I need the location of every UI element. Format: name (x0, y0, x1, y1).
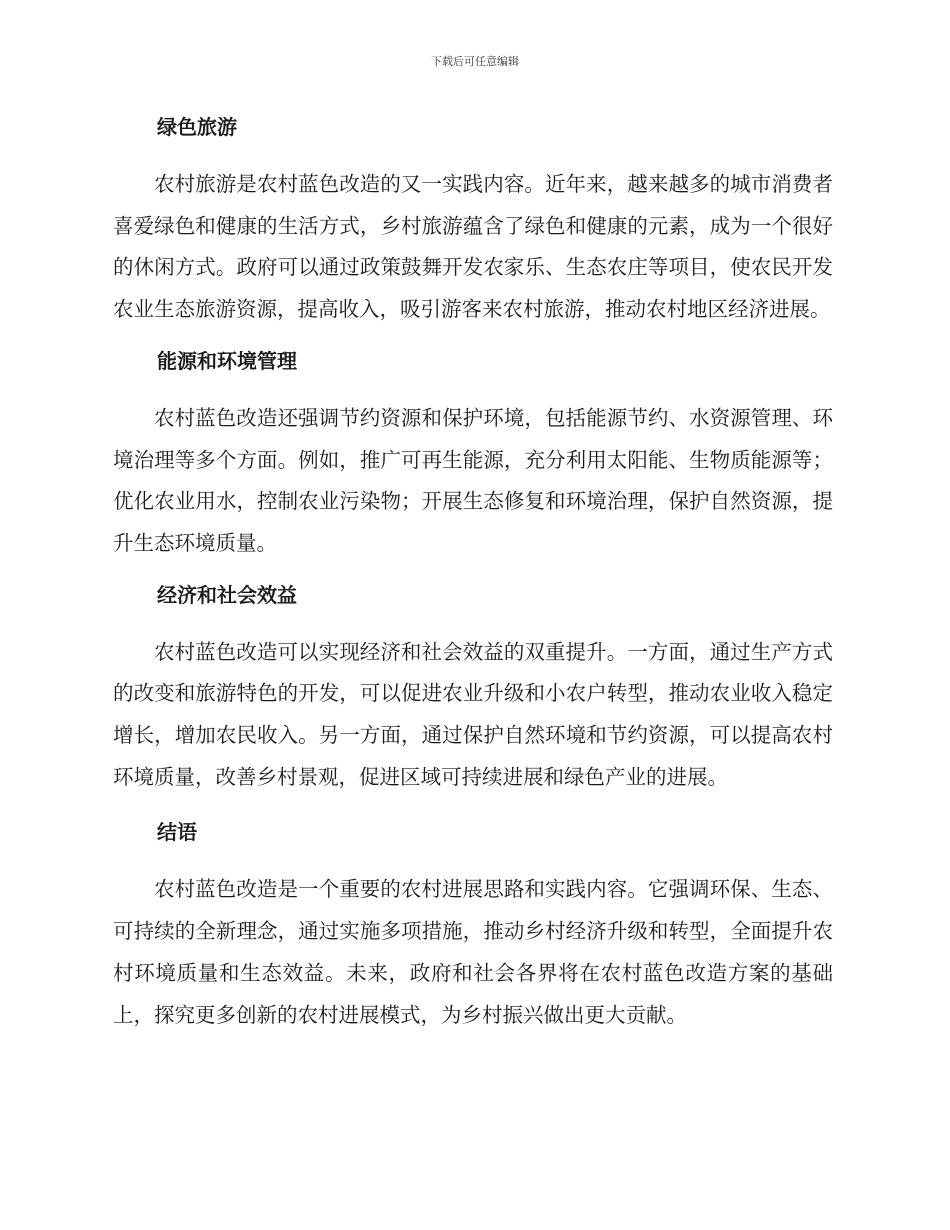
document-body (113, 107, 833, 1036)
section-title-economic-social: 经济和社会效益 (157, 582, 297, 607)
paragraph-economic-social: 农村蓝色改造可以实现经济和社会效益的双重提升。一方面，通过生产方式的改变和旅游特色的开发，可以促进农业升级和小农户转型，推动农业收入稳定增长，增加农民收入。另一方面，通过保护自然环境和节约资源，可以提高农村环境质量，改善乡村景观，促进区域可持续进展和绿色产业的进展。 (113, 639, 833, 789)
section-title-conclusion: 结语 (157, 820, 197, 845)
section-title-green-tourism: 绿色旅游 (157, 115, 237, 139)
paragraph-energy-environment: 农村蓝色改造还强调节约资源和保护环境，包括能源节约、水资源管理、环境治理等多个方面。例如，推广可再生能源，充分利用太阳能、生物质能源等；优化农业用水，控制农业污染物；开展生态修复和环境治理，保护自然资源，提升生态环境质量。 (113, 405, 833, 555)
page-header: 下载后可任意编辑 (431, 55, 519, 68)
paragraph-conclusion: 农村蓝色改造是一个重要的农村进展思路和实践内容。它强调环保、生态、可持续的全新理念，通过实施多项措施，推动乡村经济升级和转型，全面提升农村环境质量和生态效益。未来，政府和社会各界将在农村蓝色改造方案的基础上，探究更多创新的农村进展模式，为乡村振兴做出更大贡献。 (113, 877, 833, 1027)
paragraph-green-tourism: 农村旅游是农村蓝色改造的又一实践内容。近年来，越来越多的城市消费者喜爱绿色和健康的生活方式，乡村旅游蕴含了绿色和健康的元素，成为一个很好的休闲方式。政府可以通过政策鼓舞开发农家乐、生态农庄等项目，使农民开发农业生态旅游资源，提高收入，吸引游客来农村旅游，推动农村地区经济进展。 (113, 172, 833, 322)
section-title-energy-environment: 能源和环境管理 (157, 348, 297, 373)
